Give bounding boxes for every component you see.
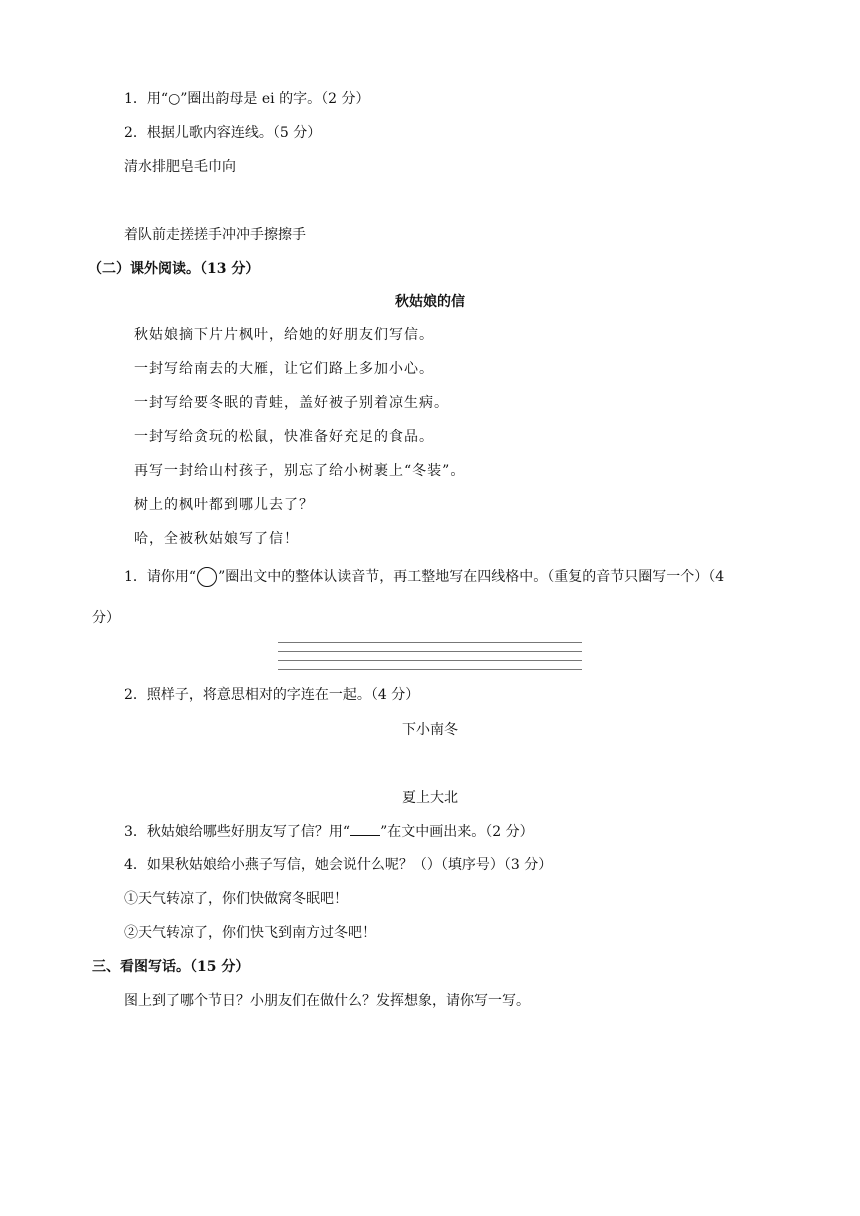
question-text: 3．秋姑娘给哪些好朋友写了信？用“ — [124, 824, 351, 840]
option-2: ②天气转凉了，你们快飞到南方过冬吧！ — [124, 925, 376, 941]
story-title: 秋姑娘的信 — [395, 294, 465, 310]
question-4-swallow-letter: 4．如果秋姑娘给小燕子写信，她会说什么呢？（）（填序号）（3 分） — [124, 857, 553, 873]
match-row-bottom: 着队前走搓搓手冲冲手擦擦手 — [124, 227, 306, 243]
question-text: ”在文中画出来。（2 分） — [380, 824, 534, 840]
circle-mark-icon — [197, 567, 217, 587]
story-line: 一封写给南去的大雁，让它们路上多加小心。 — [134, 361, 434, 377]
story-line: 树上的枫叶都到哪儿去了？ — [134, 497, 314, 513]
question-2-opposites: 2．照样子，将意思相对的字连在一起。（4 分） — [124, 687, 420, 703]
question-text: ”圈出文中的整体认读音节，再工整地写在四线格中。（重复的音节只圈写一个）（4 — [218, 569, 725, 585]
four-line-grid[interactable] — [278, 642, 582, 672]
opposites-row-top: 下小南冬 — [402, 722, 458, 738]
question-2-match-song: 2．根据儿歌内容连线。（5 分） — [124, 125, 322, 141]
underline-mark — [350, 821, 380, 836]
story-line: 再写一封给山村孩子，别忘了给小树裹上“冬装”。 — [134, 463, 466, 479]
opposites-row-bottom: 夏上大北 — [402, 790, 458, 806]
question-1-continuation: 分） — [92, 610, 120, 626]
writing-prompt: 图上到了哪个节日？小朋友们在做什么？发挥想象，请你写一写。 — [124, 993, 530, 1009]
section-picture-writing-heading: 三、看图写话。（15 分） — [92, 959, 250, 975]
question-1-circle-ei: 1．用“○”圈出韵母是 ei 的字。（2 分） — [124, 91, 370, 107]
story-line: 一封写给贪玩的松鼠，快准备好充足的食品。 — [134, 429, 434, 445]
question-text: 1．请你用“ — [124, 569, 197, 585]
section-extra-reading-heading: （二）课外阅读。（13 分） — [88, 261, 260, 277]
story-line: 秋姑娘摘下片片枫叶，给她的好朋友们写信。 — [134, 327, 434, 343]
story-line: 一封写给要冬眠的青蛙，盖好被子别着凉生病。 — [134, 395, 449, 411]
question-1-syllables — [124, 567, 724, 587]
option-1: ①天气转凉了，你们快做窝冬眠吧！ — [124, 891, 348, 907]
match-row-top: 清水排肥皂毛巾向 — [124, 159, 236, 175]
question-3-underline — [124, 821, 534, 842]
story-line: 哈，全被秋姑娘写了信！ — [134, 531, 299, 547]
